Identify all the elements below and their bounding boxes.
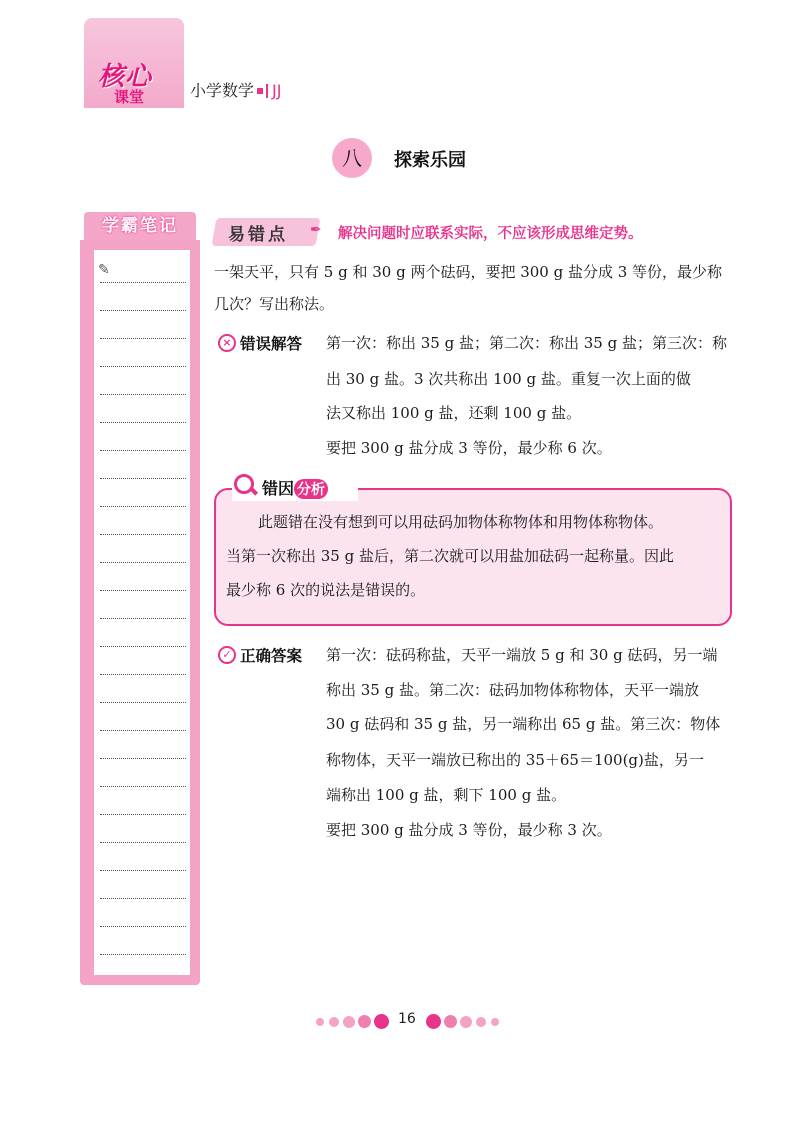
note-line (100, 646, 186, 647)
note-line (100, 926, 186, 927)
note-line (100, 394, 186, 395)
logo-text-bottom: 课堂 (114, 88, 145, 106)
chapter-number: 八 (332, 138, 372, 178)
wrong-line-3: 法又称出 100 g 盐，还剩 100 g 盐。 (326, 404, 582, 422)
note-line (100, 310, 186, 311)
analysis-line-3: 最少称 6 次的说法是错误的。 (226, 581, 426, 599)
note-line (100, 954, 186, 955)
note-line (100, 282, 186, 283)
note-line (100, 366, 186, 367)
note-line (100, 338, 186, 339)
subject-name: 小学数学 (190, 81, 255, 100)
pencil-icon: ✎ (98, 262, 110, 278)
decor-dot (426, 1014, 441, 1029)
correct-line-3: 30 g 砝码和 35 g 盐，另一端称出 65 g 盐。第三次：物体 (326, 715, 721, 733)
cross-icon: × (218, 334, 236, 352)
correct-line-2: 称出 35 g 盐。第二次：砝码加物体称物体，天平一端放 (326, 681, 699, 699)
note-line (100, 870, 186, 871)
wrong-line-1: 第一次：称出 35 g 盐；第二次：称出 35 g 盐；第三次：称 (326, 334, 727, 352)
note-line (100, 618, 186, 619)
note-line (100, 562, 186, 563)
note-line (100, 534, 186, 535)
analysis-title-b: 分析 (294, 479, 328, 499)
analysis-title-a: 错因 (262, 479, 295, 498)
edition-code: JJ (272, 81, 282, 100)
separator-bar (266, 84, 268, 98)
notes-title: 学霸笔记 (84, 212, 196, 240)
wrong-line-2: 出 30 g 盐。3 次共称出 100 g 盐。重复一次上面的做 (326, 370, 691, 388)
decor-dot (444, 1015, 457, 1028)
decor-dot (316, 1018, 324, 1026)
note-line (100, 590, 186, 591)
decor-dot (476, 1017, 486, 1027)
easy-error-tag: 易错点 (228, 225, 288, 245)
logo (84, 18, 184, 108)
analysis-line-1: 此题错在没有想到可以用砝码加物体称物体和用物体称物体。 (258, 513, 664, 531)
correct-line-5: 端称出 100 g 盐，剩下 100 g 盐。 (326, 786, 567, 804)
wrong-line-4: 要把 300 g 盐分成 3 等份，最少称 6 次。 (326, 439, 612, 457)
note-line (100, 730, 186, 731)
note-line (100, 478, 186, 479)
analysis-line-2: 当第一次称出 35 g 盐后，第二次就可以用盐加砝码一起称量。因此 (226, 547, 674, 565)
logo-text-top: 核心 (98, 62, 153, 92)
decor-dot (491, 1018, 499, 1026)
correct-line-6: 要把 300 g 盐分成 3 等份，最少称 3 次。 (326, 821, 612, 839)
note-line (100, 842, 186, 843)
wrong-answer-label: 错误解答 (240, 335, 303, 353)
notes-paper (94, 250, 190, 975)
easy-error-note: 解决问题时应联系实际，不应该形成思维定势。 (338, 226, 643, 242)
decor-dot (358, 1015, 371, 1028)
note-line (100, 898, 186, 899)
pen-icon: ✒ (310, 222, 322, 238)
subject-header (190, 78, 281, 101)
chapter-title: 探索乐园 (394, 150, 466, 171)
problem-line-2: 几次？写出称法。 (214, 295, 335, 313)
correct-line-1: 第一次：砝码称盐，天平一端放 5 g 和 30 g 砝码，另一端 (326, 646, 718, 664)
page-number: 16 (398, 1011, 416, 1027)
note-line (100, 702, 186, 703)
note-line (100, 674, 186, 675)
decor-dot (374, 1014, 389, 1029)
decor-dot (329, 1017, 339, 1027)
separator-dot (257, 88, 263, 94)
note-line (100, 450, 186, 451)
decor-dot (460, 1016, 472, 1028)
note-line (100, 758, 186, 759)
check-icon: ✓ (218, 646, 236, 664)
note-line (100, 814, 186, 815)
note-line (100, 422, 186, 423)
note-line (100, 506, 186, 507)
problem-line-1: 一架天平，只有 5 g 和 30 g 两个砝码，要把 300 g 盐分成 3 等份，最少称 (214, 263, 723, 281)
correct-answer-label: 正确答案 (240, 647, 303, 665)
decor-dot (343, 1016, 355, 1028)
note-line (100, 786, 186, 787)
correct-line-4: 称物体，天平一端放已称出的 35＋65＝100(g)盐，另一 (326, 751, 704, 769)
analysis-title (262, 476, 328, 499)
